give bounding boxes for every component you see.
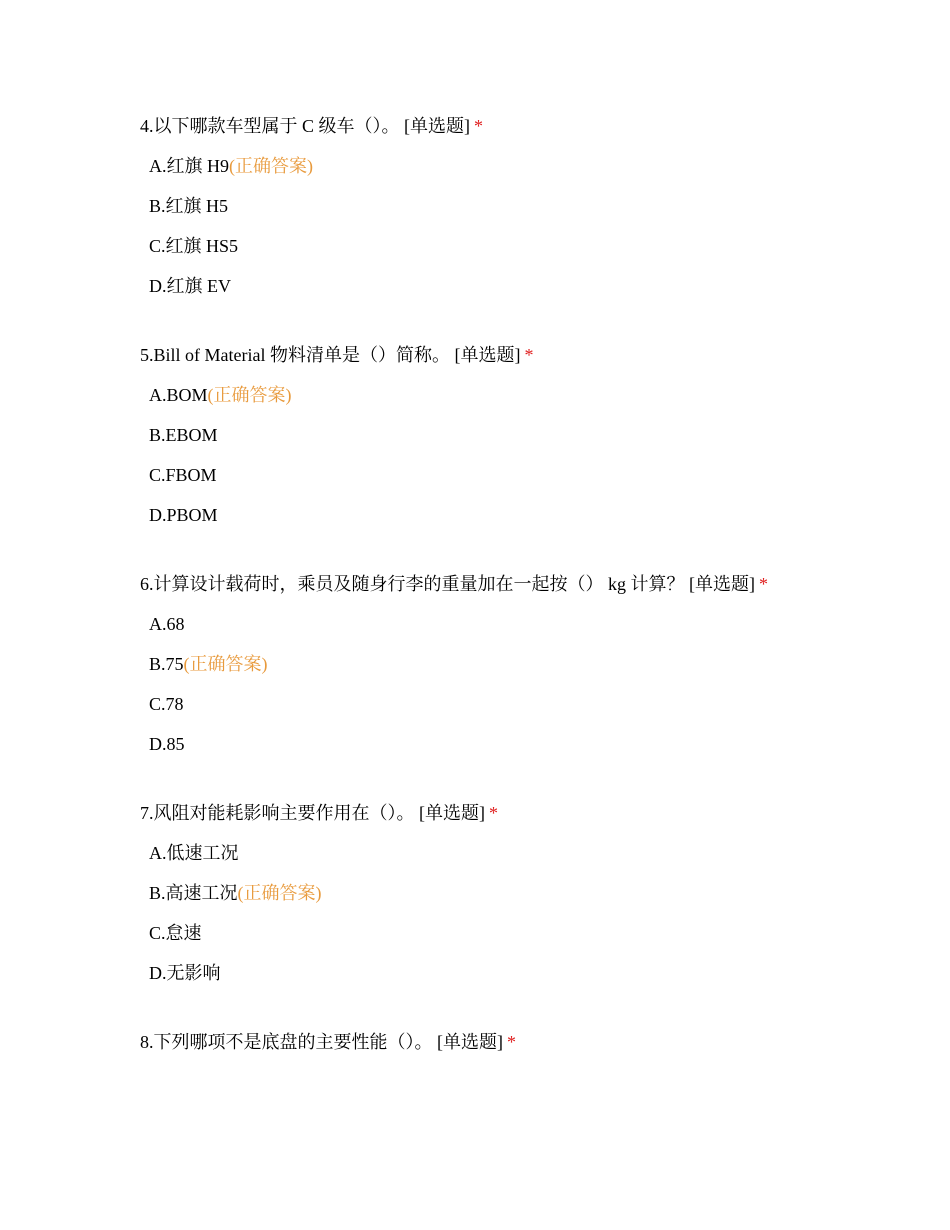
question-text: 8.下列哪项不是底盘的主要性能（）。 [单选题] — [140, 1032, 503, 1052]
option-c — [149, 232, 900, 260]
option-d — [149, 272, 900, 300]
question-6 — [140, 570, 900, 758]
option-label: D.无影响 — [149, 963, 221, 983]
required-mark: * — [759, 574, 768, 594]
option-label: B.75 — [149, 654, 184, 674]
required-mark: * — [507, 1032, 516, 1052]
option-label: C.78 — [149, 694, 184, 714]
question-text: 4.以下哪款车型属于 C 级车（）。 [单选题] — [140, 116, 470, 136]
question-5 — [140, 341, 900, 529]
option-label: B.红旗 H5 — [149, 196, 229, 216]
question-text: 5.Bill of Material 物料清单是（）简称。 [单选题] — [140, 345, 521, 365]
question-title — [140, 799, 900, 827]
option-label: C.FBOM — [149, 465, 217, 485]
option-list — [140, 152, 900, 300]
correct-answer-tag: (正确答案) — [237, 883, 322, 903]
option-label: D.PBOM — [149, 505, 218, 525]
required-mark: * — [524, 345, 534, 365]
question-8 — [140, 1028, 900, 1056]
question-4 — [140, 112, 900, 300]
option-label: A.红旗 H9 — [149, 156, 229, 176]
question-7 — [140, 799, 900, 987]
question-title — [140, 112, 900, 140]
option-list — [140, 839, 900, 987]
option-b — [149, 879, 900, 907]
question-text: 7.风阻对能耗影响主要作用在（）。 [单选题] — [140, 803, 485, 823]
option-c — [149, 919, 900, 947]
required-mark: * — [489, 803, 498, 823]
question-text: 6.计算设计载荷时，乘员及随身行李的重量加在一起按（） kg 计算？ [单选题] — [140, 574, 755, 594]
correct-answer-tag: (正确答案) — [183, 654, 268, 674]
option-label: D.红旗 EV — [149, 276, 231, 296]
option-d — [149, 959, 900, 987]
option-label: B.高速工况 — [149, 883, 238, 903]
correct-answer-tag: (正确答案) — [207, 385, 292, 405]
option-b — [149, 192, 900, 220]
option-label: A.68 — [149, 614, 185, 634]
option-c — [149, 461, 900, 489]
required-mark: * — [474, 116, 483, 136]
correct-answer-tag: (正确答案) — [229, 156, 313, 176]
option-label: C.红旗 HS5 — [149, 236, 239, 256]
option-label: D.85 — [149, 734, 185, 754]
question-title — [140, 341, 900, 369]
document-page — [140, 112, 900, 1097]
option-b — [149, 650, 900, 678]
option-a — [149, 839, 900, 867]
option-list — [140, 610, 900, 758]
option-b — [149, 421, 900, 449]
option-label: C.怠速 — [149, 923, 202, 943]
option-d — [149, 730, 900, 758]
question-title — [140, 1028, 900, 1056]
question-title — [140, 570, 900, 598]
option-c — [149, 690, 900, 718]
option-label: B.EBOM — [149, 425, 218, 445]
option-a — [149, 610, 900, 638]
option-label: A.低速工况 — [149, 843, 239, 863]
option-a — [149, 152, 900, 180]
option-label: A.BOM — [149, 385, 208, 405]
option-d — [149, 501, 900, 529]
option-list — [140, 381, 900, 529]
option-a — [149, 381, 900, 409]
